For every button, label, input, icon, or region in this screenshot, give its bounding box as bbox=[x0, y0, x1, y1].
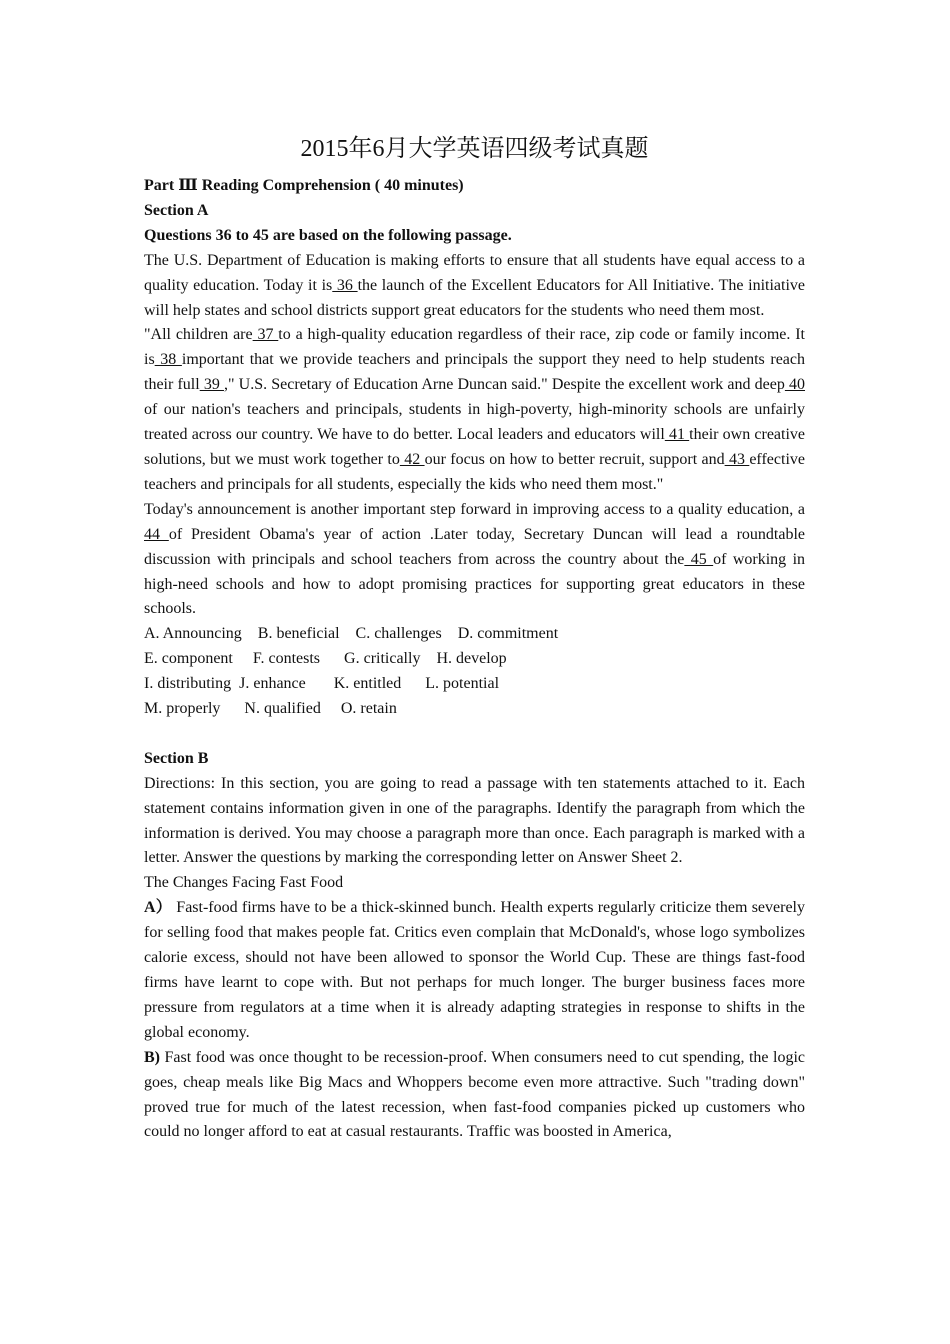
paragraph-text: The U.S. Department of Education is making efforts to ensure that all students have equal access to a quality education. Today it is bbox=[144, 251, 805, 294]
part-heading: Part Ⅲ Reading Comprehension ( 40 minutes) bbox=[144, 177, 464, 194]
paragraph-text: effective teachers and principals for all students, especially the kids who need them most." bbox=[144, 450, 805, 493]
paragraph-text: of President Obama's year of action .Later today, Secretary Duncan will lead a roundtable discussion with principals and school teachers from across the country about the bbox=[144, 525, 805, 568]
paragraph-text: important that we provide teachers and principals the support they need to help students reach their full bbox=[144, 351, 805, 394]
passage-title: The Changes Facing Fast Food bbox=[144, 874, 344, 892]
blank-44: 44 bbox=[144, 525, 169, 543]
document-page bbox=[144, 132, 805, 1145]
section-b-heading: Section B bbox=[144, 749, 209, 767]
document-title: 2015年6月大学英语四级考试真题 bbox=[300, 136, 649, 162]
paragraph-label-a: A） bbox=[144, 899, 173, 917]
blank-41: 41 bbox=[664, 426, 690, 444]
section-a-heading: Section A bbox=[144, 201, 209, 219]
passage-paragraph-1 bbox=[144, 249, 805, 324]
paragraph-text: ," U.S. Secretary of Education Arne Duncan said." Despite the excellent work and deep bbox=[223, 376, 785, 394]
blank-45: 45 bbox=[684, 550, 714, 568]
paragraph-text: their own creative solutions, but we must work together to bbox=[144, 426, 806, 468]
paragraph-text: our focus on how to better recruit, support and bbox=[424, 450, 725, 468]
paragraph-text: of working in high-need schools and how to adopt promising practices for supporting great educators in these schools. bbox=[144, 550, 806, 618]
paragraph-text: Today's announcement is another important step forward in improving access to a quality education, a bbox=[144, 500, 805, 518]
paragraph-text: of our nation's teachers and principals, students in high-poverty, high-minority schools are unfairly treated across our country. We have to do better. Local leaders and educators will bbox=[144, 401, 805, 444]
options-row-4: M. properly N. qualified O. retain bbox=[144, 700, 397, 718]
paragraph-text: the launch of the Excellent Educators for All Initiative. The initiative will help states and school districts support great educators for the students who need them most. bbox=[144, 276, 806, 319]
paragraph-label-b: B) bbox=[144, 1048, 160, 1066]
blank-39: 39 bbox=[199, 376, 224, 394]
paragraph-text: Fast food was once thought to be recession-proof. When consumers need to cut spending, the logic goes, cheap meals like Big Macs and Whoppers become even more attractive. Such "trading down" proved true for much of the latest recession, when fast-food companies picked up customers who could no longer afford to eat at casual restaurants. Traffic was boosted in America, bbox=[144, 1048, 805, 1141]
blank-43: 43 bbox=[724, 450, 750, 468]
options-row-3: I. distributing J. enhance K. entitled L. potential bbox=[144, 675, 500, 693]
blank-42: 42 bbox=[399, 450, 425, 468]
blank-36: 36 bbox=[332, 276, 358, 294]
blank-37: 37 bbox=[252, 326, 279, 344]
paragraph-a bbox=[144, 896, 805, 1045]
paragraph-text: Fast-food firms have to be a thick-skinned bunch. Health experts regularly criticize them severely for selling food that makes people fat. Critics even complain that McDonald's, whose logo symbolizes calorie excess, should not have been allowed to sponsor the World Cup. These are things fast-food firms have learnt to cope with. But not perhaps for much longer. The burger business faces more pressure from regulators at a time when it is already adapting strategies in response to shifts in the global economy. bbox=[144, 899, 805, 1041]
section-a-instruction: Questions 36 to 45 are based on the following passage. bbox=[144, 226, 512, 244]
paragraph-b bbox=[144, 1046, 805, 1146]
options-row-1: A. Announcing B. beneficial C. challenges D. commitment bbox=[144, 625, 559, 643]
passage-paragraph-2 bbox=[144, 323, 805, 497]
paragraph-text: "All children are bbox=[144, 326, 253, 344]
options-row-2: E. component F. contests G. critically H. develop bbox=[144, 650, 507, 668]
section-b-directions: Directions: In this section, you are going to read a passage with ten statements attached to it. Each statement contains information given in one of the paragraphs. Identify the paragraph from which the information is derived. You may choose a paragraph more than once. Each paragraph is marked with a letter. Answer the questions by marking the corresponding letter on Answer Sheet 2. bbox=[144, 774, 805, 867]
passage-paragraph-3 bbox=[144, 498, 805, 623]
blank-40: 40 bbox=[784, 376, 806, 394]
blank-38: 38 bbox=[154, 351, 182, 369]
section-spacer bbox=[144, 722, 805, 747]
paragraph-text: to a high-quality education regardless of their race, zip code or family income. It is bbox=[144, 326, 805, 369]
